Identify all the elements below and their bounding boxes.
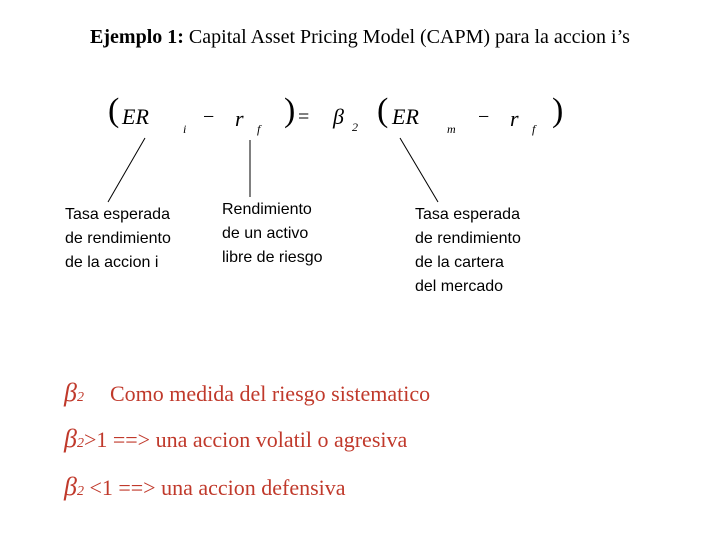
note-beta-symbol: β <box>64 472 77 501</box>
eq-beta-sub: 2 <box>352 120 358 134</box>
label-line: Tasa esperada <box>415 206 520 223</box>
note-text: Como medida del riesgo sistematico <box>109 381 431 406</box>
eq-minus-2: − <box>478 106 490 128</box>
note-beta-sub: 2 <box>76 390 84 405</box>
label-line: de la cartera <box>415 254 504 271</box>
note-beta-sub: 2 <box>76 484 84 499</box>
eq-sub-m: m <box>447 122 456 136</box>
eq-minus-1: − <box>203 106 215 128</box>
label-line: Tasa esperada <box>65 206 170 223</box>
eq-er-2: ER <box>392 104 419 129</box>
label-line: de un activo <box>222 225 309 242</box>
note-beta-symbol: β <box>64 424 77 453</box>
label-risk-free <box>222 198 323 270</box>
note-beta-measure <box>64 378 430 408</box>
note-beta-defensive <box>64 472 346 502</box>
note-beta-aggressive <box>64 424 407 454</box>
note-beta-symbol: β <box>64 378 77 407</box>
connector-er-i <box>108 138 145 202</box>
eq-sub-f-2: f <box>532 122 536 136</box>
title-rest: Capital Asset Pricing Model (CAPM) para la accion i’s <box>188 26 630 48</box>
label-line: del mercado <box>415 278 504 295</box>
eq-beta: β <box>333 104 344 129</box>
label-line: de rendimiento <box>415 230 521 247</box>
note-text: <1 ==> una accion defensiva <box>83 475 346 500</box>
connector-er-m <box>400 138 438 202</box>
title-bold: Ejemplo 1: <box>90 26 184 48</box>
label-line: de la accion i <box>65 254 159 271</box>
label-line: libre de riesgo <box>222 249 323 266</box>
eq-er-1: ER <box>122 104 149 129</box>
note-text: >1 ==> una accion volatil o agresiva <box>83 427 408 452</box>
eq-sub-f-1: f <box>257 122 261 136</box>
eq-r-2: r <box>510 106 519 131</box>
label-market-return <box>415 203 521 299</box>
label-line: Rendimiento <box>222 201 312 218</box>
eq-close-paren-1: ) <box>284 92 296 129</box>
note-beta-sub: 2 <box>76 436 84 451</box>
eq-equals: = <box>298 106 310 128</box>
label-line: de rendimiento <box>65 230 171 247</box>
eq-close-paren-2: ) <box>552 92 564 129</box>
eq-open-paren-2: ( <box>377 92 389 129</box>
label-expected-return-stock <box>65 203 171 275</box>
eq-r-1: r <box>235 106 244 131</box>
eq-open-paren-1: ( <box>108 92 120 129</box>
eq-sub-i: i <box>183 122 187 136</box>
